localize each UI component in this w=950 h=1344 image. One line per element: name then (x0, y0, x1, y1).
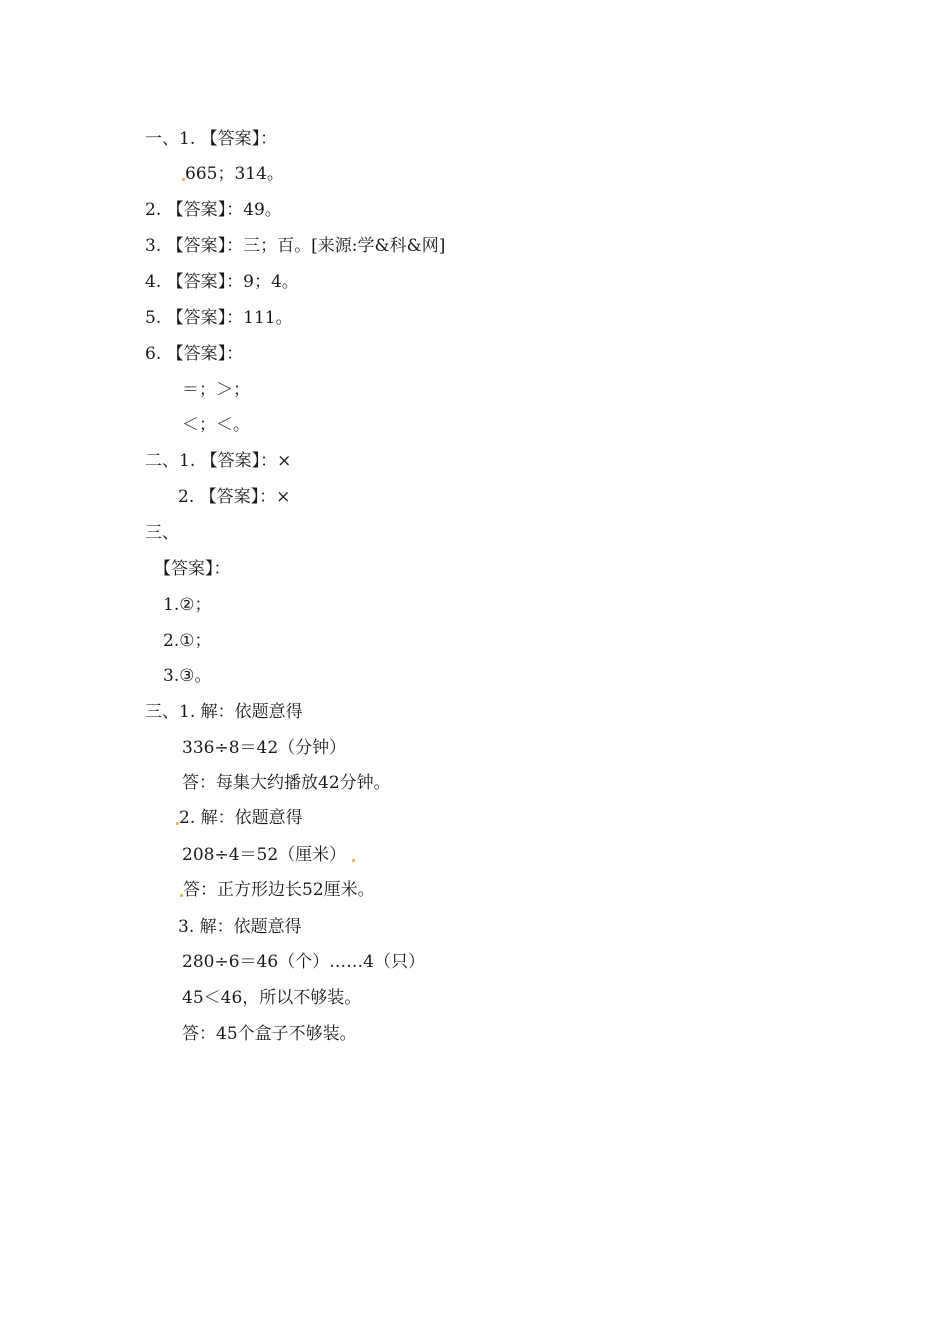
section-3-answer-label: 【答案】： (154, 559, 231, 579)
section-3-item-3: 3.③。 (163, 666, 212, 686)
section-1-q3: 3. 【答案】：三；百。[来源:学&科&网] (145, 236, 446, 256)
section-4-q1-label: 三、1. 解：依题意得 (145, 702, 303, 722)
section-1-q6-label: 6. 【答案】： (145, 344, 244, 364)
section-1-q6-row1: ＝；＞； (182, 380, 250, 400)
section-4-q1-calc: 336÷8＝42（分钟） (182, 738, 347, 758)
section-1-q4: 4. 【答案】：9；4。 (145, 272, 299, 292)
section-4-q2-label: 2. 解：依题意得 (176, 806, 303, 830)
section-4-q3-compare: 45＜46，所以不够装。 (182, 988, 362, 1008)
section-2-q1: 二、1. 【答案】：× (145, 451, 292, 471)
section-2-q2: 2. 【答案】：× (178, 487, 291, 507)
section-4-q2-answer: 答：正方形边长52厘米。 (180, 878, 375, 902)
section-4-q3-label: 3. 解：依题意得 (178, 917, 302, 937)
section-3-item-2: 2.①； (163, 631, 212, 651)
section-4-q3-answer: 答：45个盒子不够装。 (182, 1024, 357, 1044)
section-1-q5: 5. 【答案】：111。 (145, 308, 293, 328)
section-4-q2-calc: 208÷4＝52（厘米） (182, 843, 355, 867)
section-1-q1-label: 一、1. 【答案】： (145, 129, 278, 149)
section-3-heading: 三、 (145, 523, 179, 543)
section-4-q3-calc: 280÷6＝46（个）……4（只） (182, 952, 425, 972)
section-1-q6-row2: ＜；＜。 (182, 415, 250, 435)
section-1-q2: 2. 【答案】：49。 (145, 200, 282, 220)
section-3-item-1: 1.②； (163, 595, 212, 615)
marker-dot (352, 859, 355, 862)
section-4-q1-answer: 答：每集大约播放42分钟。 (182, 773, 391, 793)
section-1-q1-answer: 665；314。 (182, 162, 284, 186)
